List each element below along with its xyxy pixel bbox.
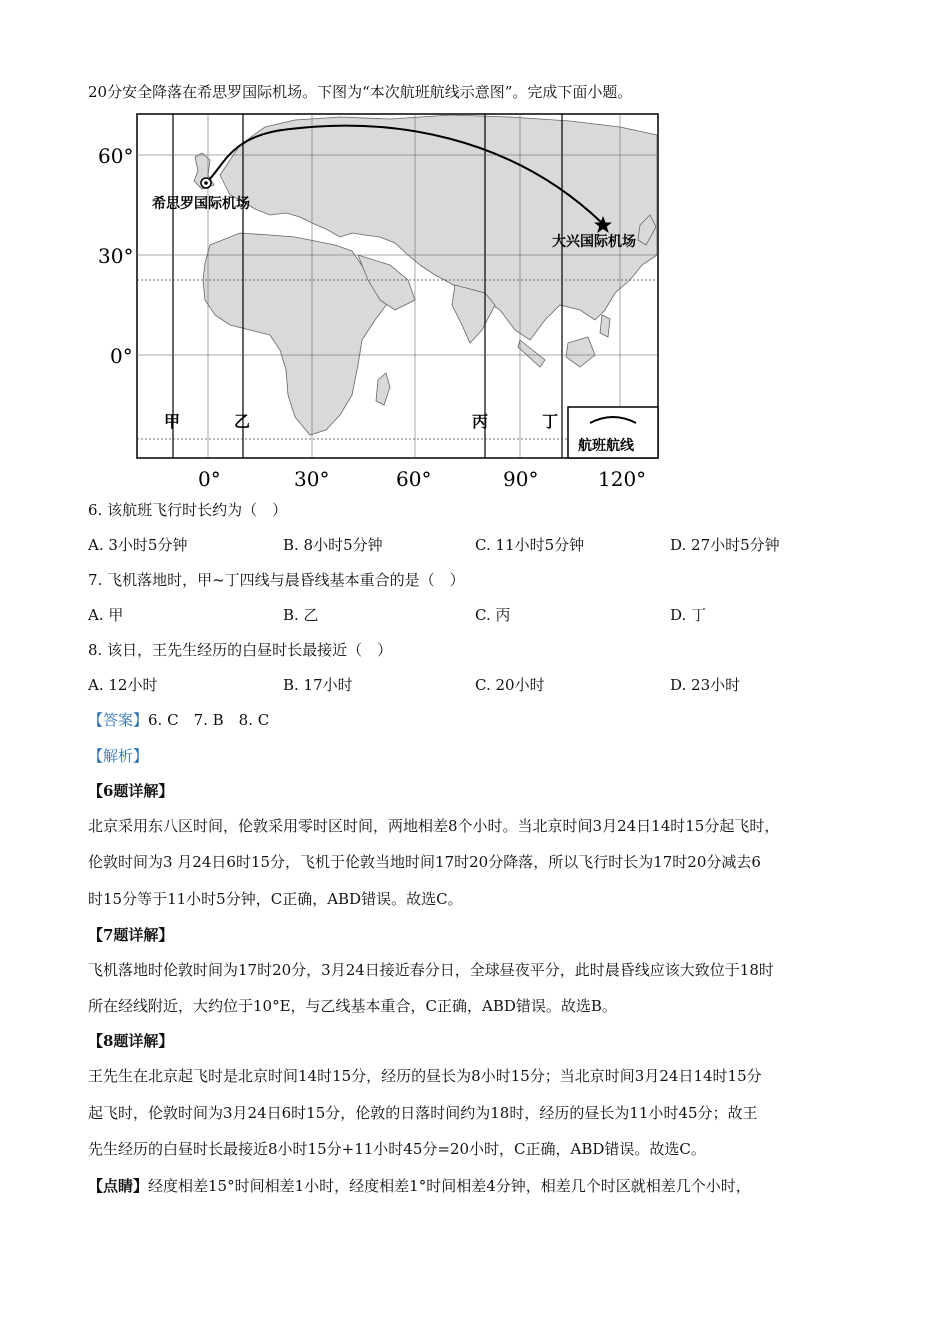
intro-text: 20分安全降落在希思罗国际机场。下图为“本次航班航线示意图”。完成下面小题。 [88,83,633,101]
line-label-bing: 丙 [472,412,489,431]
lon-label-0: 0° [198,467,221,491]
q8-option-a: A. 12小时 [88,676,158,694]
daxing-label: 大兴国际机场 [552,234,636,250]
heathrow-label: 希思罗国际机场 [152,196,250,212]
analysis-label: 【解析】 [88,747,149,765]
tip-line [88,1176,751,1196]
legend-label: 航班航线 [578,438,634,454]
q6-option-b: B. 8小时5分钟 [283,536,383,554]
lon-label-90: 90° [503,467,539,491]
q7-detail-line-1: 飞机落地时伦敦时间为17时20分，3月24日接近春分日，全球昼夜平分，此时晨昏线应该大致位于18时 [88,961,774,979]
q8-option-d: D. 23小时 [670,676,741,694]
question-8-stem: 8. 该日，王先生经历的白昼时长最接近（ ） [88,641,393,659]
answer-line [88,710,269,730]
q7-option-b: B. 乙 [283,606,319,624]
q6-detail-line-2: 伦敦时间为3 月24日6时15分，飞机于伦敦当地时间17时20分降落，所以飞行时长为17时20分减去6 [88,853,761,871]
philippines-shape [600,315,610,337]
lat-label-60: 60° [98,144,134,168]
tip-label: 【点睛】 [88,1177,149,1195]
flight-route-map [90,105,670,495]
tip-text: 经度相差15°时间相差1小时，经度相差1°时间相差4分钟，相差几个时区就相差几个小时， [148,1177,751,1195]
q8-option-c: C. 20小时 [475,676,545,694]
q7-option-c: C. 丙 [475,606,511,624]
q8-detail-line-3: 先生经历的白昼时长最接近8小时15分+11小时45分=20小时，C正确，ABD错误。故选C。 [88,1140,706,1158]
q7-detail-line-2: 所在经线附近，大约位于10°E，与乙线基本重合，C正确，ABD错误。故选B。 [88,997,617,1015]
lat-label-30: 30° [98,244,134,268]
q7-detail-title: 【7题详解】 [88,926,174,944]
q6-detail-title: 【6题详解】 [88,782,174,800]
lon-label-60: 60° [396,467,432,491]
q7-option-a: A. 甲 [88,606,124,624]
q8-detail-line-1: 王先生在北京起飞时是北京时间14时15分，经历的昼长为8小时15分；当北京时间3月24日14时15分 [88,1067,762,1085]
lon-label-120: 120° [598,467,647,491]
q6-detail-line-3: 时15分等于11小时5分钟，C正确，ABD错误。故选C。 [88,890,463,908]
q8-option-b: B. 17小时 [283,676,353,694]
answer-label: 【答案】 [88,711,149,729]
answer-text: 6. C 7. B 8. C [148,711,270,729]
lat-label-0: 0° [110,344,133,368]
q6-option-c: C. 11小时5分钟 [475,536,585,554]
lon-label-30: 30° [294,467,330,491]
line-label-yi: 乙 [234,412,251,431]
question-7-stem: 7. 飞机落地时，甲~丁四线与晨昏线基本重合的是（ ） [88,571,465,589]
q6-option-d: D. 27小时5分钟 [670,536,780,554]
line-label-jia: 甲 [164,412,181,431]
q8-detail-title: 【8题详解】 [88,1032,174,1050]
question-6-stem: 6. 该航班飞行时长约为（ ） [88,501,288,519]
line-label-ding: 丁 [542,412,559,431]
q7-option-d: D. 丁 [670,606,707,624]
q8-detail-line-2: 起飞时，伦敦时间为3月24日6时15分，伦敦的日落时间约为18时，经历的昼长为11小时45分；故王 [88,1104,758,1122]
q6-detail-line-1: 北京采用东八区时间，伦敦采用零时区时间，两地相差8个小时。当北京时间3月24日14时15分起飞时， [88,817,780,835]
q6-option-a: A. 3小时5分钟 [88,536,188,554]
